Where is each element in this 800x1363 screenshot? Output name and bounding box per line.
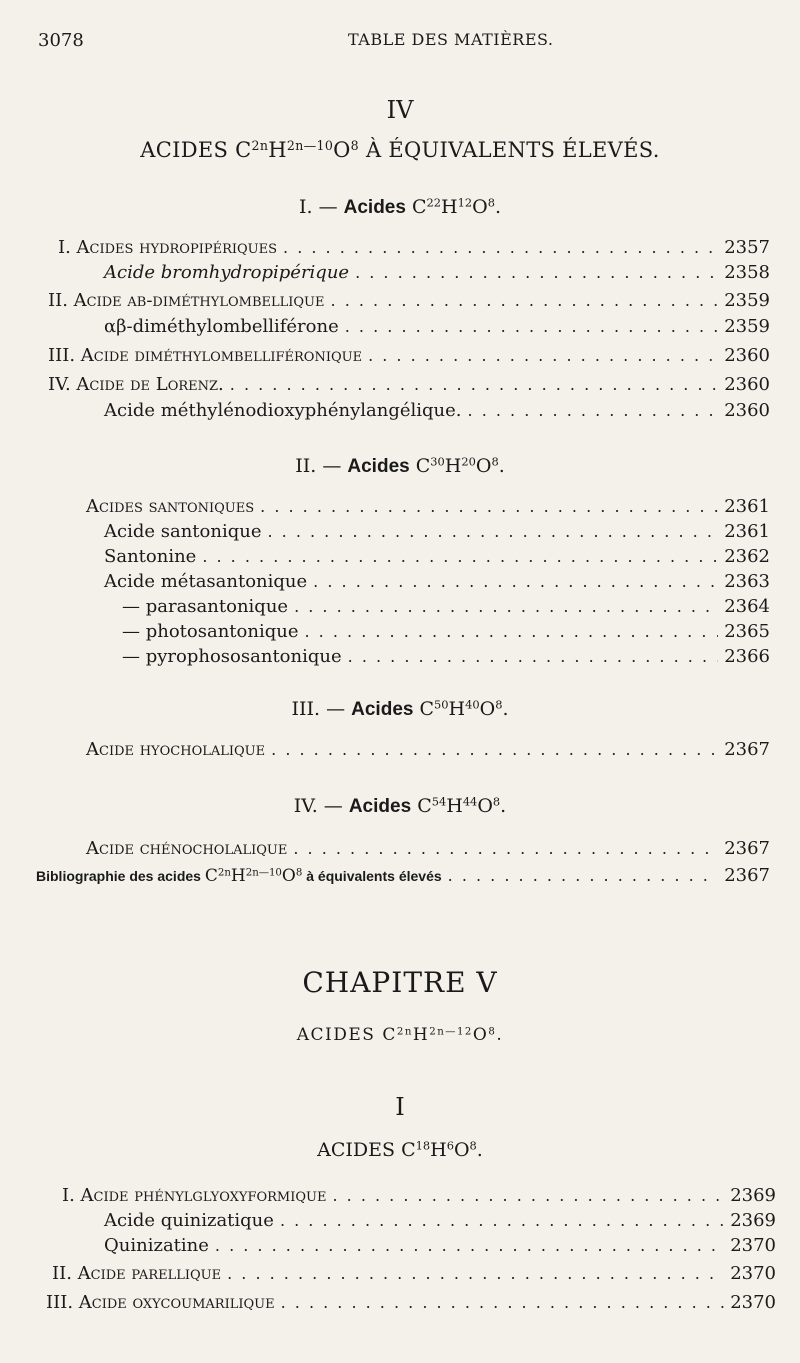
toc-entry[interactable]: III. Acide diméthylombelliféronique . . . 2360 [48,343,770,369]
toc-entry[interactable]: αβ-diméthylombelliférone . . . 2359 [104,314,770,340]
dot-leader [260,494,718,520]
dot-leader [280,1208,724,1234]
toc-entry[interactable]: II. Acide parellique . . . 2370 [52,1261,776,1287]
dot-leader [468,398,719,424]
section-heading-4: IV. — Acides $C^{54}H^{44}O^8$. [293,794,507,817]
dot-leader [313,569,718,595]
bibliography-entry[interactable]: Bibliographie des acides $C^{2n}H^{2n—10}O^8$ à équivalents élevés . . . 2367 [36,863,770,889]
toc-entry[interactable]: — parasantonique . . . 2364 [122,594,770,620]
dot-leader [283,235,718,261]
dot-leader [202,544,718,570]
toc-entry[interactable]: Acide bromhydropipérique . . . 2358 [104,260,770,286]
toc-entry[interactable]: I. Acides hydropipériques . . . 2357 [58,235,770,261]
toc-entry[interactable]: Santonine . . . 2362 [104,544,770,570]
toc-entry[interactable]: Acide hyocholalique . . . 2367 [86,737,770,763]
section-heading-3: III. — Acides $C^{50}H^{40}O^8$. [291,697,509,720]
dot-leader [293,836,718,862]
toc-entry[interactable]: Acide chénocholalique . . . 2367 [86,836,770,862]
chapter-title: CHAPITRE V [302,966,498,999]
toc-entry[interactable]: Quinizatine . . . 2370 [104,1233,776,1259]
dot-leader [271,737,718,763]
dot-leader [305,619,719,645]
dot-leader [355,260,718,286]
toc-entry[interactable]: — photosantonique . . . 2365 [122,619,770,645]
dot-leader [294,594,718,620]
toc-entry[interactable]: II. Acide αβ-diméthylombellique . . . 2359 [48,288,770,314]
toc-entry[interactable]: Acide quinizatique . . . 2369 [104,1208,776,1234]
toc-entry[interactable]: Acide métasantonique . . . 2363 [104,569,770,595]
running-title: TABLE DES MATIÈRES. [348,30,554,49]
dot-leader [345,314,718,340]
toc-entry[interactable]: Acides santoniques . . . 2361 [86,494,770,520]
dot-leader [332,1183,724,1209]
dot-leader [348,644,719,670]
dot-leader [368,343,718,369]
dot-leader [331,288,719,314]
dot-leader [230,372,718,398]
toc-entry[interactable]: — pyrophososantonique . . . 2366 [122,644,770,670]
chapter-subtitle: ACIDES $C^{2n}H^{2n—12}O^8$. [296,1025,504,1045]
part-roman: IV [386,96,414,124]
chapter-group-heading: ACIDES $C^{18}H^6O^8$. [317,1138,483,1161]
dot-leader [281,1290,725,1316]
section-heading-2: II. — Acides $C^{30}H^{20}O^8$. [295,454,505,477]
dot-leader [215,1233,724,1259]
toc-entry[interactable]: Acide méthylénodioxyphénylangélique. . . . 2360 [104,398,770,424]
toc-entry[interactable]: Acide santonique . . . 2361 [104,519,770,545]
section-heading-1: I. — Acides $C^{22}H^{12}O^8$. [299,195,501,218]
chapter-roman: I [395,1093,405,1121]
toc-entry[interactable]: I. Acide phénylglyoxyformique . . . 2369 [62,1183,776,1209]
dot-leader [267,519,718,545]
running-head [38,30,780,54]
toc-entry[interactable]: III. Acide oxycoumarilique . . . 2370 [46,1290,776,1316]
part-title: ACIDES $C^{2n}H^{2n—10}O^8$ À ÉQUIVALENTS ÉLEVÉS. [140,138,660,162]
page-number: 3078 [38,30,84,51]
toc-entry[interactable]: IV. Acide de Lorenz. . . . 2360 [48,372,770,398]
dot-leader [227,1261,724,1287]
dot-leader [448,863,719,889]
